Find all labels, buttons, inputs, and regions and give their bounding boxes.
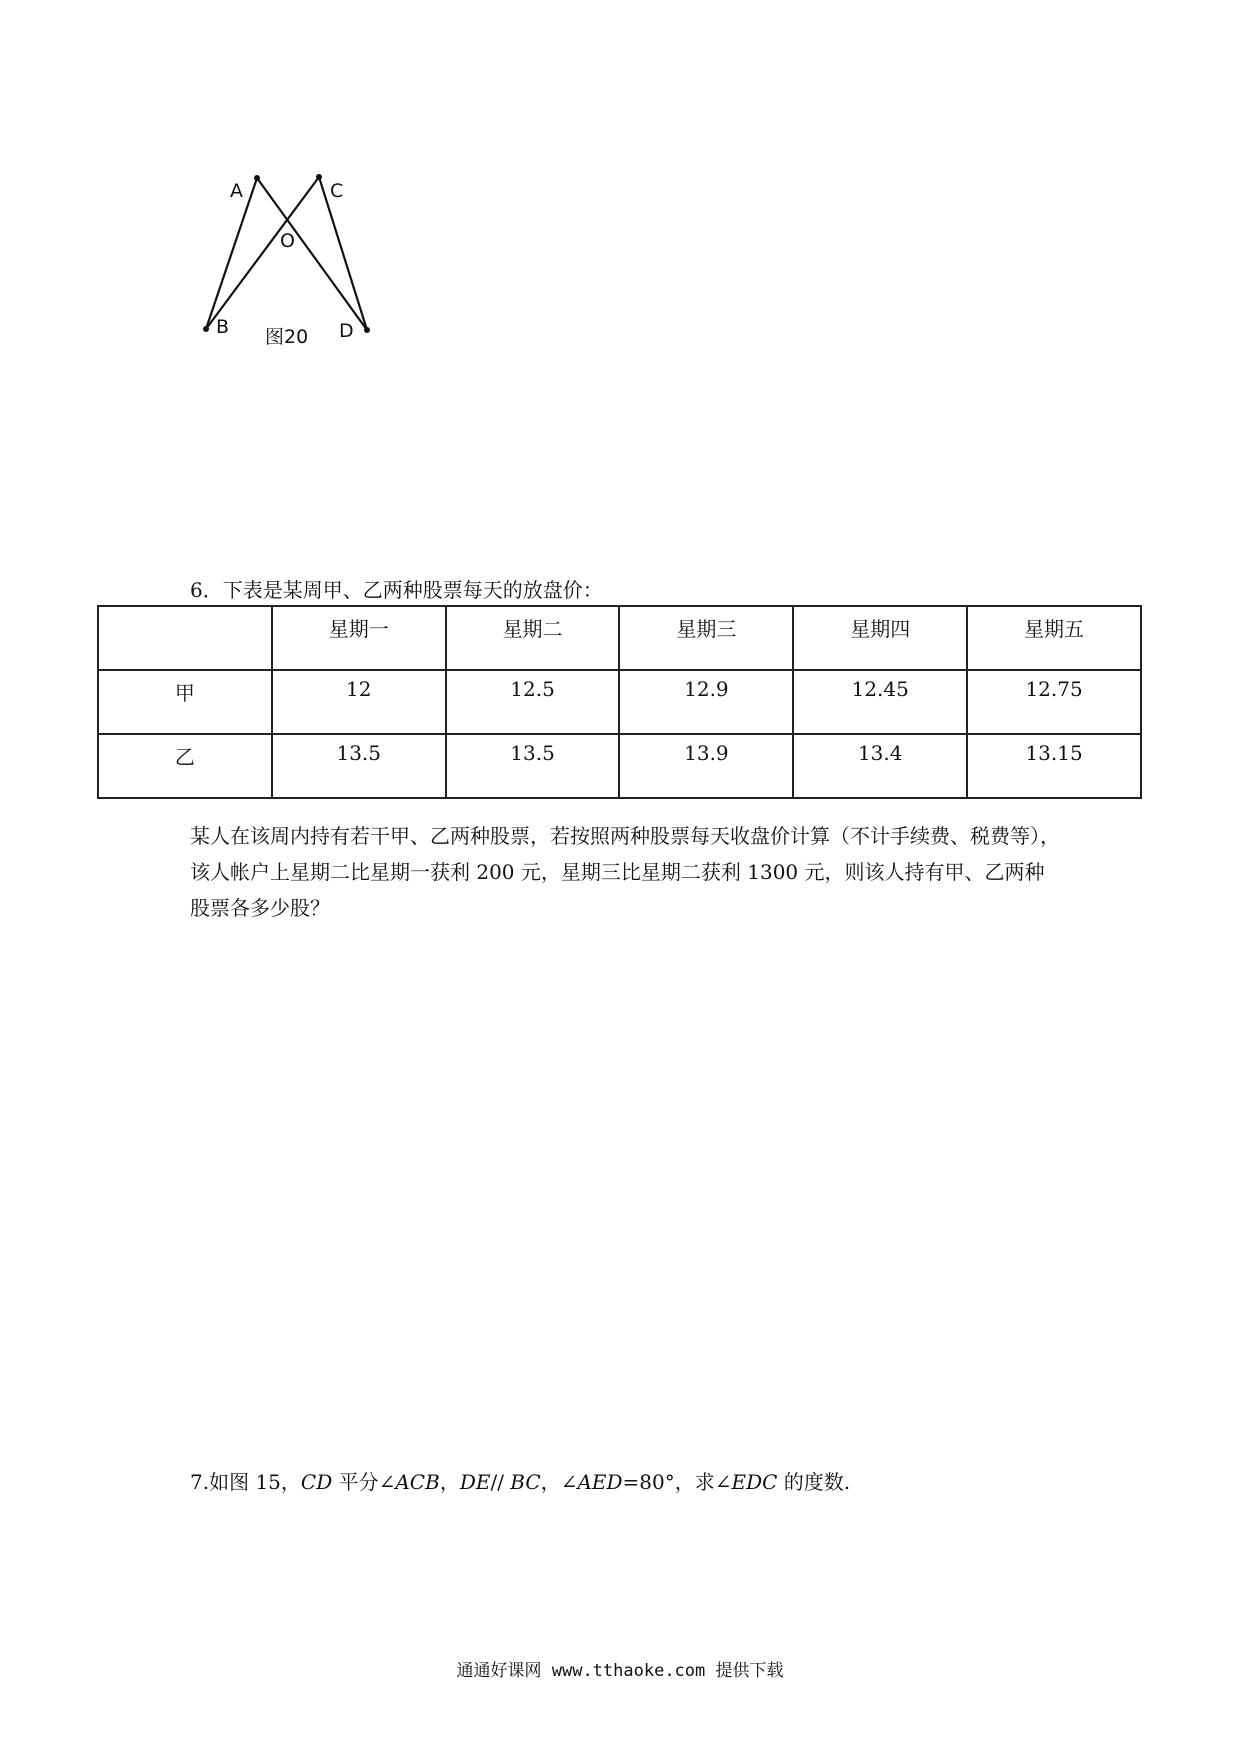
q7-text: // xyxy=(490,1470,511,1494)
table-cell: 12 xyxy=(272,670,446,734)
stock-price-table xyxy=(97,605,1142,799)
q7-segment-cd: CD xyxy=(300,1470,333,1494)
point-a-label: A xyxy=(230,180,243,202)
q7-text: 7.如图 15， xyxy=(190,1470,301,1494)
header-cell: 星期五 xyxy=(967,606,1141,670)
question-7 xyxy=(190,1470,850,1494)
q7-angle-acb: ACB xyxy=(395,1470,440,1494)
table-cell: 13.5 xyxy=(272,734,446,798)
table-cell: 12.45 xyxy=(793,670,967,734)
q7-text: =80°，求∠ xyxy=(622,1470,732,1494)
question-6-problem: 某人在该周内持有若干甲、乙两种股票，若按照两种股票每天收盘价计算（不计手续费、税费等），该人帐户上星期二比星期一获利 200 元，星期三比星期二获利 1300 元，则该人持有甲、乙两种股票各多少股？ xyxy=(190,824,1060,920)
table-cell: 12.75 xyxy=(967,670,1141,734)
figure-caption: 图20 xyxy=(265,326,309,348)
table-cell: 13.9 xyxy=(619,734,793,798)
point-o-label: O xyxy=(280,230,295,252)
row-label-cell: 甲 xyxy=(98,670,272,734)
header-cell: 星期三 xyxy=(619,606,793,670)
q7-text: 的度数. xyxy=(777,1470,851,1494)
table-row xyxy=(98,670,1141,734)
q7-angle-aed: AED xyxy=(577,1470,623,1494)
header-cell: 星期一 xyxy=(272,606,446,670)
q7-segment-de: DE xyxy=(459,1470,491,1494)
table-row xyxy=(98,734,1141,798)
q7-text: 平分∠ xyxy=(332,1470,396,1494)
q7-angle-edc: EDC xyxy=(731,1470,778,1494)
q7-text: ， xyxy=(439,1470,460,1494)
header-cell xyxy=(98,606,272,670)
row-label-cell: 乙 xyxy=(98,734,272,798)
figure-20 xyxy=(190,160,390,360)
question-6-title: 6．下表是某周甲、乙两种股票每天的放盘价： xyxy=(190,578,603,602)
page-footer: 通通好课网 www.tthaoke.com 提供下载 xyxy=(456,1661,784,1681)
table-cell: 12.5 xyxy=(446,670,620,734)
header-cell: 星期四 xyxy=(793,606,967,670)
header-cell: 星期二 xyxy=(446,606,620,670)
table-header-row xyxy=(98,606,1141,670)
q7-segment-bc: BC xyxy=(510,1470,541,1494)
q7-text: ，∠ xyxy=(540,1470,578,1494)
point-b-label: B xyxy=(216,316,230,338)
table-cell: 13.15 xyxy=(967,734,1141,798)
point-d-label: D xyxy=(339,320,354,342)
point-c-label: C xyxy=(330,180,344,202)
table-cell: 12.9 xyxy=(619,670,793,734)
table-cell: 13.5 xyxy=(446,734,620,798)
table-cell: 13.4 xyxy=(793,734,967,798)
